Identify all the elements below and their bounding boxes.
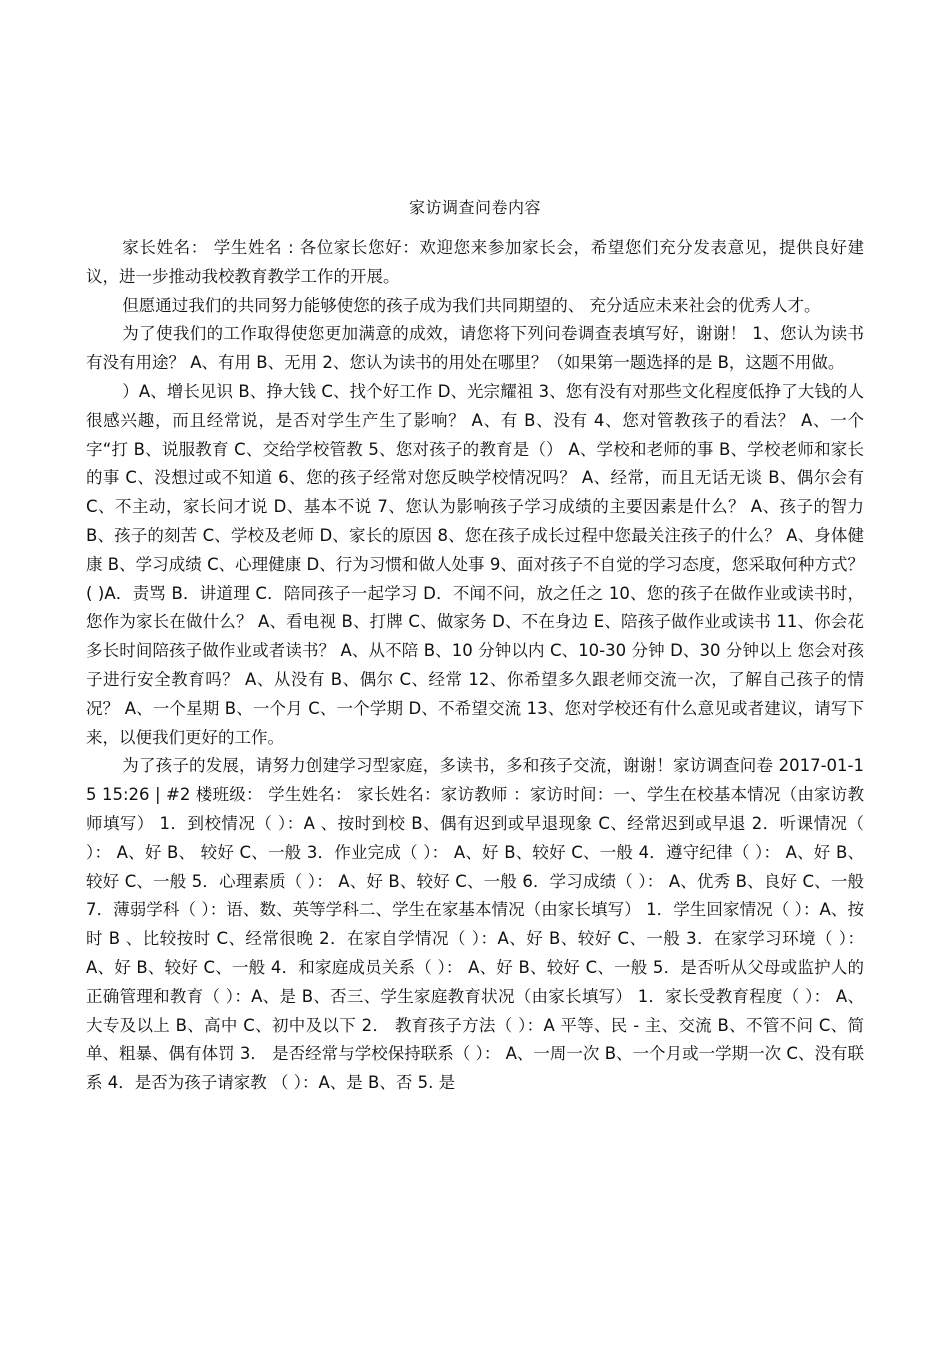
paragraph-questions: ）A、增长见识 B、挣大钱 C、找个好工作 D、光宗耀祖 3、您有没有对那些文化程度低挣了大钱的人很感兴趣，而且经常说，是否对学生产生了影响？ A、有 B、没有 4、您对管教孩子的看法？ A、一个字“打 B、说服教育 C、交给学校管教 5、您对孩子的教育是（） A、学校和老师的事 B、学校老师和家长的事 C、没想过或不知道 6、您的孩子经常对您反映学校情况吗？ A、经常，而且无话无谈 B、偶尔会有 C、不主动，家长问才说 D、基本不说 7、您认为影响孩子学习成绩的主要因素是什么？ A、孩子的智力 B、孩子的刻苦 C、学校及老师 D、家长的原因 8、您在孩子成长过程中您最关注孩子的什么？ A、身体健康 B、学习成绩 C、心理健康 D、行为习惯和做人处事 9、面对孩子不自觉的学习态度，您采取何种方式？ ( )A．责骂 B．讲道理 C．陪同孩子一起学习 D．不闻不问，放之任之 10、您的孩子在做作业或读书时，您作为家长在做什么？ A、看电视 B、打牌 C、做家务 D、不在身边 E、陪孩子做作业或读书 11、你会花多长时间陪孩子做作业或者读书？ A、从不陪 B、10 分钟以内 C、10-30 分钟 D、30 分钟以上 您会对孩子进行安全教育吗？ A、从没有 B、偶尔 C、经常 12、你希望多久跟老师交流一次，了解自己孩子的情况？ A、一个星期 B、一个月 C、一个学期 D、不希望交流 13、您对学校还有什么意见或者建议，请写下来，以便我们更好的工作。 (86, 381, 864, 747)
paragraph-greeting: 家长姓名： 学生姓名 : 各位家长您好：欢迎您来参加家长会，希望您们充分发表意见，提供良好建议，进一步推动我校教育教学工作的开展。 (86, 238, 864, 286)
paragraph-hope: 但愿通过我们的共同努力能够使您的孩子成为我们共同期望的、 充分适应未来社会的优秀人才。 (122, 295, 821, 315)
paragraph-home-visit-form: 为了孩子的发展，请努力创建学习型家庭，多读书，多和孩子交流，谢谢！家访调查问卷 2017-01-15 15:26 | #2 楼班级： 学生姓名： 家长姓名：家访教师 ：家访时间：一、学生在校基本情况（由家访教师填写） 1．到校情况（ ）：A 、按时到校 B、偶有迟到或早退现象 C、经常迟到或早退 2．听课情况（ ）： A、好 B、 较好 C、一般 3．作业完成（ ）： A、好 B、较好 C、一般 4．遵守纪律（ ）： A、好 B、较好 C、一般 5．心理素质（ ）： A、好 B、较好 C、一般 6．学习成绩（ ）： A、优秀 B、良好 C、一般 7．薄弱学科（ ）：语、数、英等学科二、学生在家基本情况（由家长填写） 1．学生回家情况（ ）：A、按时 B 、比较按时 C、经常很晚 2．在家自学情况（ ）：A、好 B、较好 C、一般 3．在家学习环境（ ）：A、好 B、较好 C、一般 4．和家庭成员关系（ ）： A、好 B、较好 C、一般 5．是否听从父母或监护人的正确管理和教育（ ）：A、是 B、否三、学生家庭教育状况（由家长填写） 1．家长受教育程度（ ）： A、大专及以上 B、高中 C、初中及以下 2． 教育孩子方法（ ）：A 平等、民 - 主、交流 B、不管不问 C、简单、粗暴、偶有体罚 3． 是否经常与学校保持联系（ ）： A、一周一次 B、一个月或一学期一次 C、没有联系 4．是否为孩子请家教 （ ）：A、是 B、否 5. 是 (86, 756, 864, 1093)
document-title: 家访调查问卷内容 (408, 198, 541, 217)
document-body (86, 234, 864, 1098)
paragraph-questions-intro: 为了使我们的工作取得使您更加满意的成效，请您将下列问卷调查表填写好，谢谢！ 1、您认为读书有没有用途？ A、有用 B、无用 2、您认为读书的用处在哪里？（如果第一题选择的是 B，这题不用做。 (86, 324, 864, 373)
